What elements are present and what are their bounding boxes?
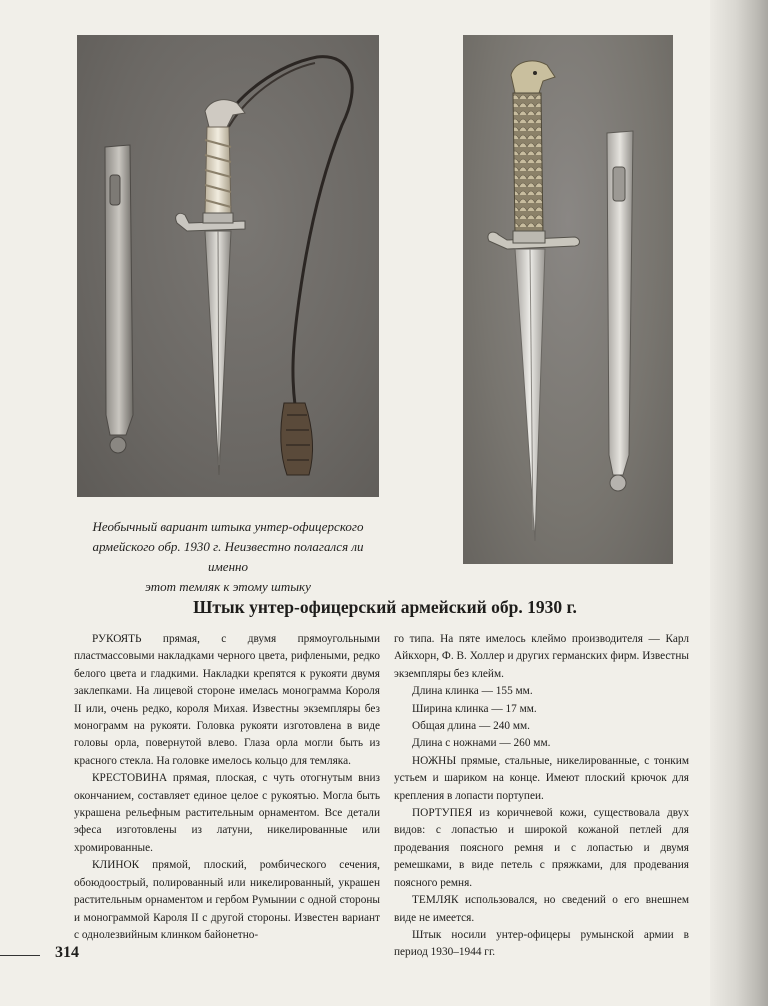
text-column-left <box>74 631 380 944</box>
caption-line: этот темляк к этому штыку <box>145 579 311 594</box>
caption-line: армейского обр. 1930 г. Неизвестно полагался ли именно <box>92 539 364 574</box>
text-column-right <box>394 631 689 962</box>
paragraph-scabbard: НОЖНЫ прямые, стальные, никелированные, с тонким устьем и шариком на конце. Имеют плоский крючок для крепления в лопасти портупеи. <box>394 754 689 802</box>
paragraph-usage: Штык носили унтер-офицеры румынской армии в период 1930–1944 гг. <box>394 928 689 959</box>
folio-rule <box>0 955 40 956</box>
paragraph-handle: РУКОЯТЬ прямая, с двумя прямоугольными пластмассовыми накладками черного цвета, рифлеными, редко белого цвета и гладкими. Накладки крепятся к рукояти двумя заклепками. На лицевой стороне имелась монограмма Короля II или, очень редко, короля Михая. Известны экземпляры без монограмм на рукояти. Головка рукояти изготовлена в виде головы орла, повернутой влево. Глаза орла могли быть из красного стекла. На головке имелось кольцо для темляка. <box>74 633 380 767</box>
spec-total-length: Общая длина — 240 мм. <box>412 720 530 733</box>
paragraph-frog: ПОРТУПЕЯ из коричневой кожи, существовала двух видов: с лопастью и широкой кожаной петлей для продевания поясного ремня и с лопастью и двумя ремешками, в виде петель с пряжками, для продевания поясного ремня. <box>394 807 689 889</box>
paragraph-crossguard: КРЕСТОВИНА прямая, плоская, с чуть отогнутым вниз окончанием, составляет единое целое с рукоятью. Могла быть украшена рельефным растительным орнаментом. Все детали эфеса изготовлены из латуни, никелированные или хромированные. <box>74 772 380 854</box>
spec-length-with-scabbard: Длина с ножнами — 260 мм. <box>412 737 551 750</box>
spec-blade-length: Длина клинка — 155 мм. <box>412 685 533 698</box>
figure-caption <box>78 517 378 597</box>
caption-line: Необычный вариант штыка унтер-офицерского <box>92 519 364 534</box>
section-title: Штык унтер-офицерский армейский обр. 1930 г. <box>193 597 577 617</box>
photo-dagger-with-lanyard <box>77 35 379 497</box>
paragraph-blade-continued: го типа. На пяте имелось клеймо производителя — Карл Айкхорн, Ф. В. Холлер и других германских фирм. Известны экземпляры без клейм. <box>394 633 689 680</box>
paragraph-blade: КЛИНОК прямой, плоский, ромбического сечения, обоюдоострый, полированный или никелированный, украшен растительным орнаментом и гербом Румынии с одной стороны и монограммой Кароля II с другой стороны. Известен вариант с однолезвийным клинком байонетно- <box>74 859 380 941</box>
spec-blade-width: Ширина клинка — 17 мм. <box>412 702 537 715</box>
page-number: 314 <box>55 944 79 961</box>
page-gutter-shadow <box>710 0 768 1006</box>
photo-dagger-and-scabbard <box>463 35 673 564</box>
paragraph-lanyard: ТЕМЛЯК использовался, но сведений о его внешнем виде не имеется. <box>394 894 689 924</box>
